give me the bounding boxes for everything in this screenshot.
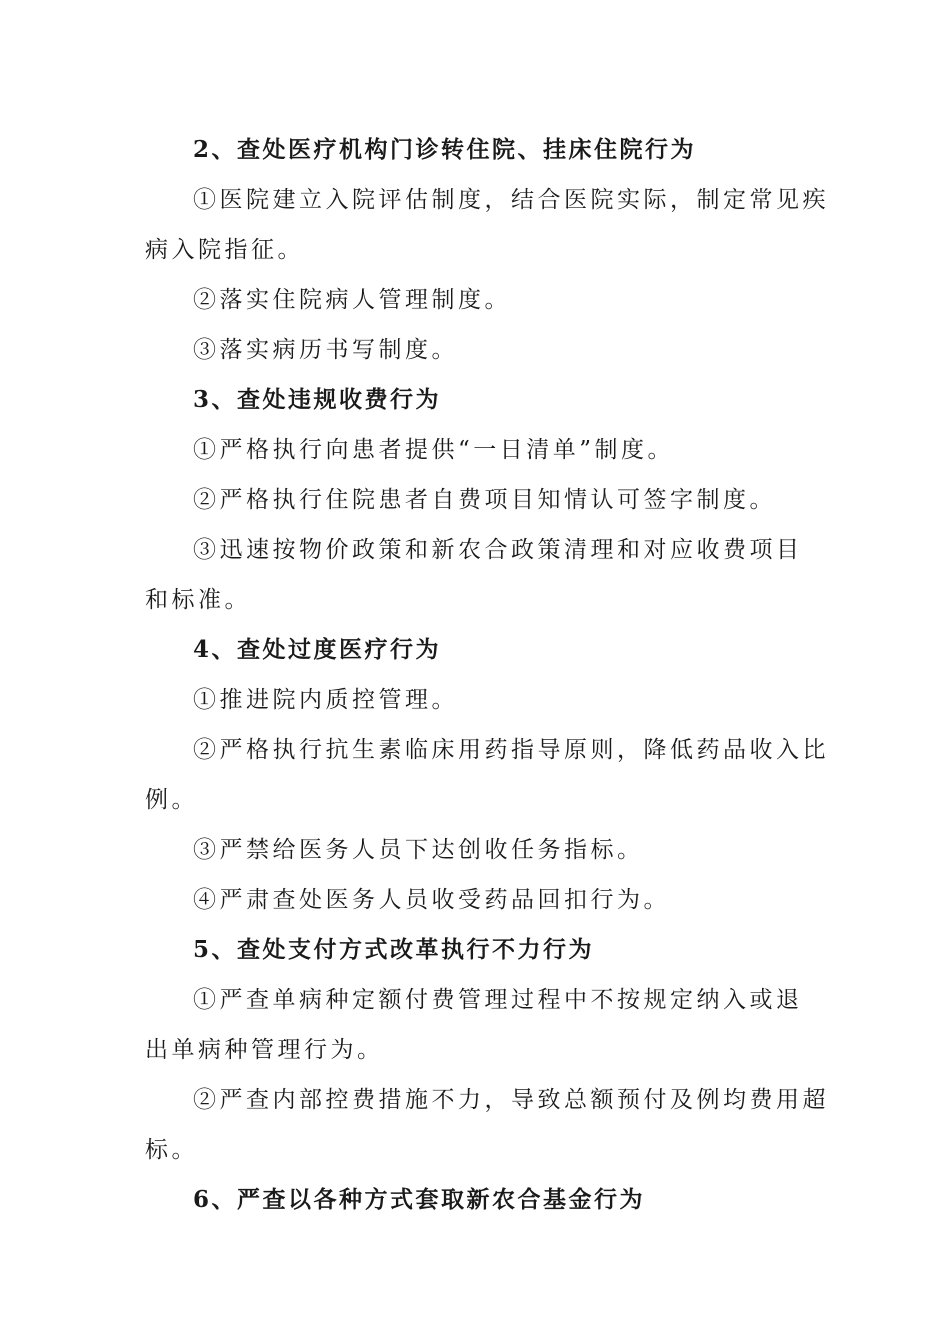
section-heading: 2、查处医疗机构门诊转住院、挂床住院行为 (193, 136, 697, 163)
list-item-line: ①严查单病种定额付费管理过程中不按规定纳入或退 (193, 987, 803, 1013)
list-item-line: 例。 (145, 787, 198, 813)
list-item-line: ③落实病历书写制度。 (193, 337, 458, 363)
list-item-line: ②严查内部控费措施不力，导致总额预付及例均费用超 (193, 1087, 829, 1113)
list-item-line: ①医院建立入院评估制度，结合医院实际，制定常见疾 (193, 187, 829, 213)
section-heading: 6、严查以各种方式套取新农合基金行为 (193, 1186, 646, 1213)
list-item-line: ④严肃查处医务人员收受药品回扣行为。 (193, 887, 670, 913)
list-item-line: ②严格执行住院患者自费项目知情认可签字制度。 (193, 487, 776, 513)
section-heading: 4、查处过度医疗行为 (193, 636, 442, 663)
list-item-line: ①严格执行向患者提供“一日清单”制度。 (193, 437, 675, 463)
list-item-line: ③迅速按物价政策和新农合政策清理和对应收费项目 (193, 537, 803, 563)
list-item-line: ③严禁给医务人员下达创收任务指标。 (193, 837, 644, 863)
section-heading: 3、查处违规收费行为 (193, 386, 442, 413)
list-item-line: ①推进院内质控管理。 (193, 687, 458, 713)
section-heading: 5、查处支付方式改革执行不力行为 (193, 936, 595, 963)
list-item-line: 标。 (145, 1137, 198, 1163)
list-item-line: 和标准。 (145, 587, 251, 613)
list-item-line: ②落实住院病人管理制度。 (193, 287, 511, 313)
list-item-line: 病入院指征。 (145, 237, 304, 263)
list-item-line: 出单病种管理行为。 (145, 1037, 384, 1063)
list-item-line: ②严格执行抗生素临床用药指导原则，降低药品收入比 (193, 737, 829, 763)
